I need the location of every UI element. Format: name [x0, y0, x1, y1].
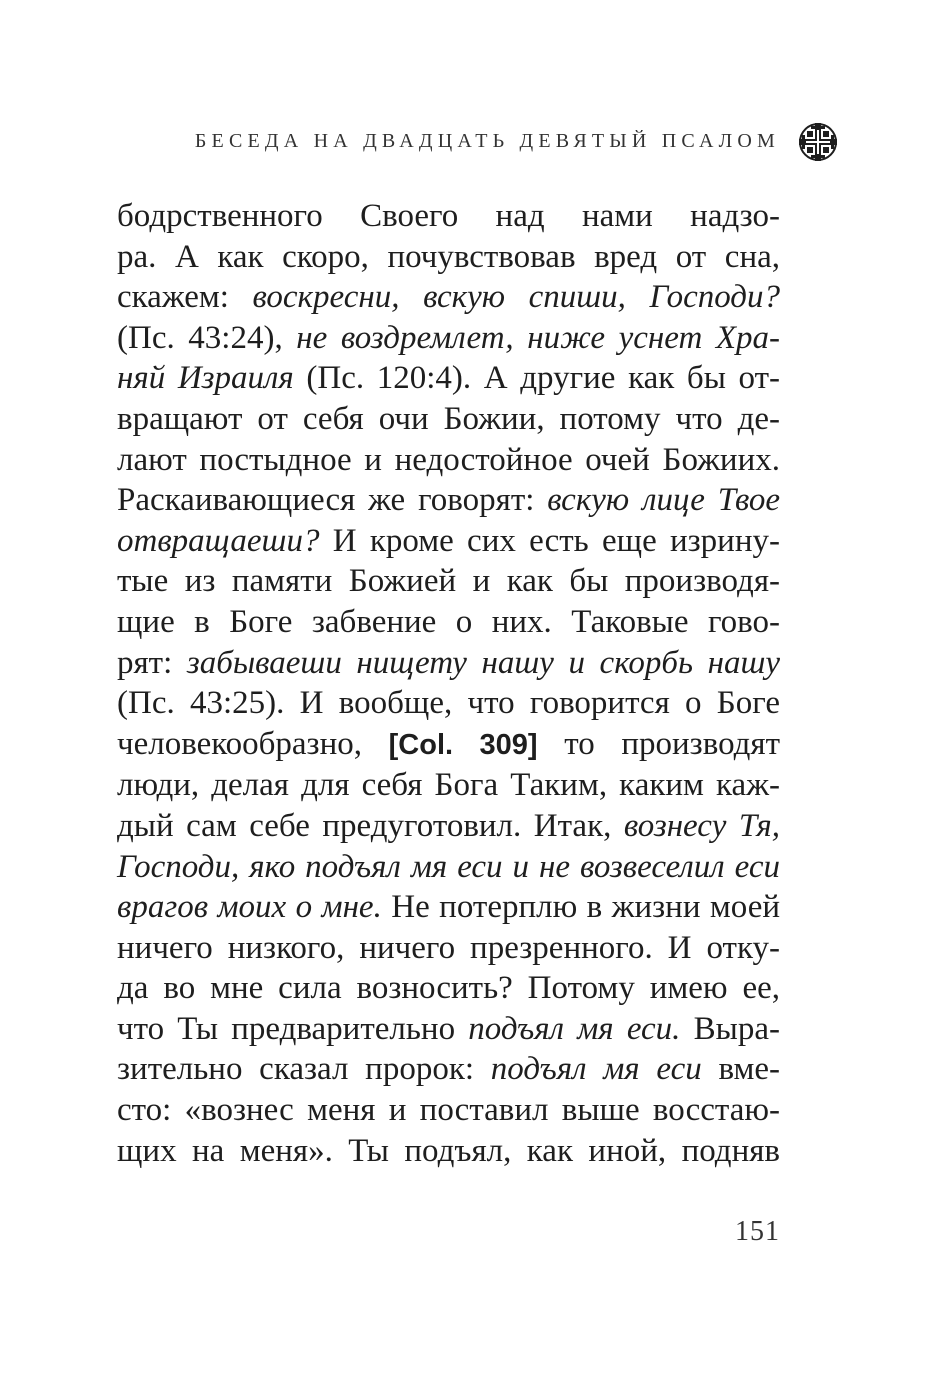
italic-quote: няй Израиля — [117, 360, 294, 397]
text-line — [117, 806, 780, 847]
text-line — [117, 561, 780, 602]
text-line — [117, 602, 780, 643]
text-run: ра. А как скоро, почувствовав вред от сна, — [117, 238, 780, 275]
text-line — [117, 521, 780, 562]
text-line — [117, 847, 780, 888]
text-line — [117, 928, 780, 969]
text-run: дый сам себе предуготовил. Итак, — [117, 807, 624, 844]
italic-quote: подъял мя еси. — [468, 1010, 681, 1047]
text-run: люди, делая для себя Бога Таким, каким каж- — [117, 767, 780, 804]
text-line — [117, 643, 780, 684]
text-run: И кроме сих есть еще изрину- — [319, 522, 780, 559]
text-run: (Пс. 120:4). А другие как бы от- — [293, 360, 780, 397]
text-run: бодрственного Своего над нами надзо- — [117, 198, 780, 234]
text-line — [117, 1009, 780, 1050]
text-line — [117, 358, 780, 399]
text-line — [117, 440, 780, 481]
text-line — [117, 480, 780, 521]
text-run: да во мне сила возносить? Потому имею ее, — [117, 970, 780, 1007]
text-line — [117, 1090, 780, 1131]
italic-quote: вознесу Тя, — [623, 807, 780, 844]
text-run: что Ты предварительно — [117, 1010, 469, 1047]
text-run: сто: «вознес меня и поставил выше восстаю- — [117, 1092, 780, 1129]
italic-quote: Господи, яко подъял мя еси и не возвеселил еси — [117, 848, 780, 885]
text-line — [117, 968, 780, 1009]
text-run: Не потерплю в жизни моей — [381, 889, 781, 926]
text-line — [117, 1131, 780, 1172]
text-run: (Пс. 43:24), — [117, 319, 297, 356]
text-run: вме- — [701, 1051, 780, 1088]
text-run: (Пс. 43:25). И вообще, что говорится о Боге — [117, 685, 780, 722]
running-title: БЕСЕДА НА ДВАДЦАТЬ ДЕВЯТЫЙ ПСАЛОМ — [194, 130, 780, 152]
page-number: 151 — [735, 1216, 780, 1247]
text-run: скажем: — [117, 279, 253, 316]
text-line — [117, 724, 780, 766]
text-run: тые из памяти Божией и как бы производя- — [117, 563, 780, 600]
italic-quote: отвращаеши? — [117, 522, 320, 559]
text-line — [117, 887, 780, 928]
italic-quote: врагов моих о мне. — [117, 889, 382, 926]
text-line — [117, 683, 780, 724]
text-run: рят: — [117, 644, 187, 681]
text-run: человекообразно, — [117, 725, 389, 762]
column-marker: [Col. 309] — [388, 728, 538, 761]
text-line — [117, 318, 780, 359]
text-line — [117, 237, 780, 278]
italic-quote: вскую лице Твое — [547, 482, 780, 519]
italic-quote: забываеши нищету нашу и скорбь нашу — [186, 644, 780, 681]
cross-ornament-icon — [798, 122, 838, 162]
text-run: Выра- — [680, 1010, 780, 1047]
text-run: зительно сказал пророк: — [117, 1051, 491, 1088]
text-line — [117, 1049, 780, 1090]
text-line — [117, 277, 780, 318]
text-run: щих на меня». Ты подъял, как иной, подняв — [117, 1132, 780, 1169]
text-line — [117, 765, 780, 806]
text-run: Раскаивающиеся же говорят: — [117, 482, 548, 519]
italic-quote: воскресни, вскую спиши, Господи? — [252, 279, 780, 316]
text-run: то производят — [537, 725, 781, 762]
text-line — [117, 196, 780, 237]
italic-quote: не воздремлет, ниже уснет Хра- — [296, 319, 780, 356]
text-line — [117, 399, 780, 440]
text-run: лают постыдное и недостойное очей Божиих. — [117, 441, 780, 478]
text-run: щие в Боге забвение о них. Таковые гово- — [117, 603, 780, 640]
text-run: ничего низкого, ничего презренного. И отку- — [117, 929, 780, 966]
italic-quote: подъял мя еси — [490, 1051, 702, 1088]
running-head — [0, 122, 838, 164]
body-text — [117, 196, 780, 1171]
text-run: вращают от себя очи Божии, потому что де- — [117, 400, 780, 437]
